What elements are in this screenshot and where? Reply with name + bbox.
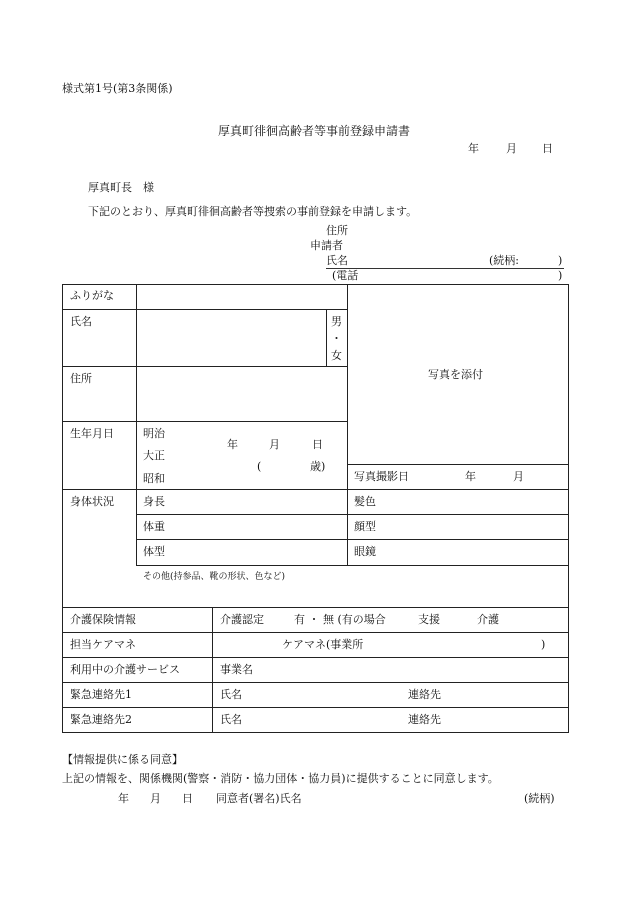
name-label: 氏名 (70, 315, 92, 328)
row-line (62, 421, 347, 422)
consent-day: 日 (182, 792, 193, 805)
photo-attach-label: 写真を添付 (428, 368, 483, 381)
sex-male: 男 (331, 315, 342, 328)
weight-label: 体重 (143, 520, 165, 533)
care-cert-label: 介護認定 (220, 613, 264, 626)
care-manager-office: ケアマネ(事業所 (282, 638, 364, 651)
emergency-2-contact-label: 連絡先 (408, 713, 441, 726)
applicant-relation-label: (続柄: (489, 254, 519, 267)
care-yes-no: 有 ・ 無 (有の場合 (294, 613, 386, 626)
consent-heading: 【情報提供に係る同意】 (62, 753, 183, 766)
birth-year: 年 (227, 438, 238, 451)
age-open-paren: ( (257, 460, 262, 473)
emergency-1-name-label: 氏名 (220, 688, 242, 701)
section2-bottom-border (62, 732, 569, 733)
consent-text: 上記の情報を、関係機関(警察・消防・協力団体・協力員)に提供することに同意します。 (62, 772, 499, 785)
date-day: 日 (542, 142, 553, 155)
care-care: 介護 (477, 613, 499, 626)
emergency-contact-1-label: 緊急連絡先1 (70, 688, 132, 701)
applicant-name-underline (326, 268, 564, 269)
glasses-label: 眼鏡 (354, 545, 376, 558)
care-support: 支援 (418, 613, 440, 626)
form-title: 厚真町徘徊高齢者等事前登録申請書 (218, 124, 411, 138)
section2-top-border (62, 607, 569, 608)
applicant-label: 申請者 (310, 239, 343, 252)
era-showa: 昭和 (143, 472, 165, 485)
section2-left-border (62, 607, 63, 732)
sex-separator: ・ (331, 332, 342, 345)
row-line (62, 366, 347, 367)
photo-date-year: 年 (465, 470, 476, 483)
care-insurance-label: 介護保険情報 (70, 613, 136, 626)
sex-column-line (326, 309, 327, 366)
photo-column-line (347, 284, 348, 565)
services-label: 利用中の介護サービス (70, 663, 180, 676)
applicant-phone-label: (電話 (332, 269, 359, 282)
body-type-label: 体型 (143, 545, 165, 558)
table-right-border (568, 284, 569, 607)
row-line (62, 657, 569, 658)
label-column-line (136, 489, 137, 565)
applicant-name-label: 氏名 (326, 254, 348, 267)
age-close: 歳) (310, 460, 326, 473)
date-month: 月 (506, 142, 517, 155)
emergency-1-contact-label: 連絡先 (408, 688, 441, 701)
section2-label-column-line (212, 607, 213, 732)
birthdate-label: 生年月日 (70, 427, 114, 440)
era-meiji: 明治 (143, 427, 165, 440)
furigana-label: ふりがな (70, 289, 114, 302)
addressee: 厚真町長 様 (88, 181, 154, 194)
applicant-phone-close: ) (558, 269, 563, 282)
intro-text: 下記のとおり、厚真町徘徊高齢者等捜索の事前登録を申請します。 (88, 205, 418, 218)
row-line (136, 539, 569, 540)
care-manager-close: ) (541, 638, 546, 651)
row-line (136, 565, 569, 566)
height-label: 身長 (143, 495, 165, 508)
row-line (62, 707, 569, 708)
applicant-address-label: 住所 (326, 224, 348, 237)
birth-month: 月 (269, 438, 280, 451)
photo-date-month: 月 (513, 470, 524, 483)
emergency-2-name-label: 氏名 (220, 713, 242, 726)
emergency-contact-2-label: 緊急連絡先2 (70, 713, 132, 726)
row-line (62, 682, 569, 683)
consent-year: 年 (118, 792, 129, 805)
physical-label: 身体状況 (70, 495, 114, 508)
photo-date-label: 写真撮影日 (354, 470, 409, 483)
hair-color-label: 髪色 (354, 495, 376, 508)
row-line (62, 309, 347, 310)
provider-label: 事業名 (220, 663, 253, 676)
table-top-border (62, 284, 569, 285)
form-number: 様式第1号(第3条関係) (62, 82, 173, 95)
era-taisho: 大正 (143, 449, 165, 462)
consent-month: 月 (150, 792, 161, 805)
section2-right-border (568, 607, 569, 732)
care-manager-label: 担当ケアマネ (70, 638, 136, 651)
birth-day: 日 (312, 438, 323, 451)
row-line (347, 464, 569, 465)
sex-female: 女 (331, 349, 342, 362)
address-label: 住所 (70, 372, 92, 385)
row-line (136, 514, 569, 515)
row-line (62, 489, 569, 490)
date-year: 年 (468, 142, 479, 155)
face-type-label: 顔型 (354, 520, 376, 533)
label-column-line (136, 284, 137, 489)
consent-signer-label: 同意者(署名)氏名 (216, 792, 302, 805)
applicant-relation-close: ) (558, 254, 563, 267)
other-label: その他(持参品、靴の形状、色など) (143, 572, 286, 582)
table-left-border (62, 284, 63, 607)
row-line (62, 632, 569, 633)
consent-relation-label: (続柄) (524, 792, 555, 805)
